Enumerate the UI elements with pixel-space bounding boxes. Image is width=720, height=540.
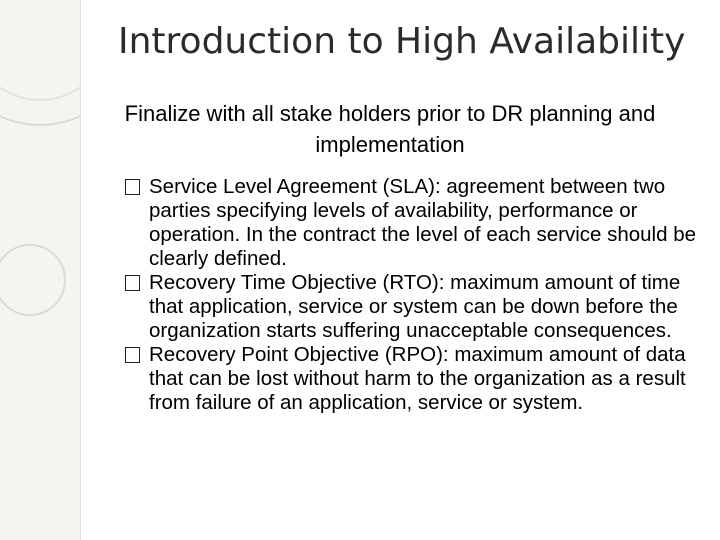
ring-middle: [0, 0, 80, 100]
slide-title: Introduction to High Availability: [118, 21, 686, 62]
square-box-icon: [125, 179, 140, 195]
square-box-icon: [125, 347, 140, 363]
slide-subtitle: Finalize with all stake holders prior to DR planning and implementation: [124, 101, 656, 157]
bullet-list: [125, 175, 715, 415]
decorative-sidebar: [0, 0, 81, 540]
bullet-text: Recovery Time Objective (RTO): maximum amount of time that application, service or system can be down before the organization starts suffering unacceptable consequences.: [149, 271, 681, 342]
bullet-item-rpo: [125, 343, 715, 415]
ring-small: [0, 245, 65, 315]
bullet-text: Recovery Point Objective (RPO): maximum amount of data that can be lost without harm to the organization as a result from failure of an application, service or system.: [149, 343, 686, 414]
square-box-icon: [125, 275, 140, 291]
bullet-text: Service Level Agreement (SLA): agreement between two parties specifying levels of availability, performance or operation. In the contract the level of each service should be clearly defined.: [149, 175, 697, 270]
bullet-item-sla: [125, 175, 715, 271]
ring-outer: [0, 0, 80, 125]
decorative-rings: [0, 0, 80, 540]
bullet-item-rto: [125, 271, 715, 343]
